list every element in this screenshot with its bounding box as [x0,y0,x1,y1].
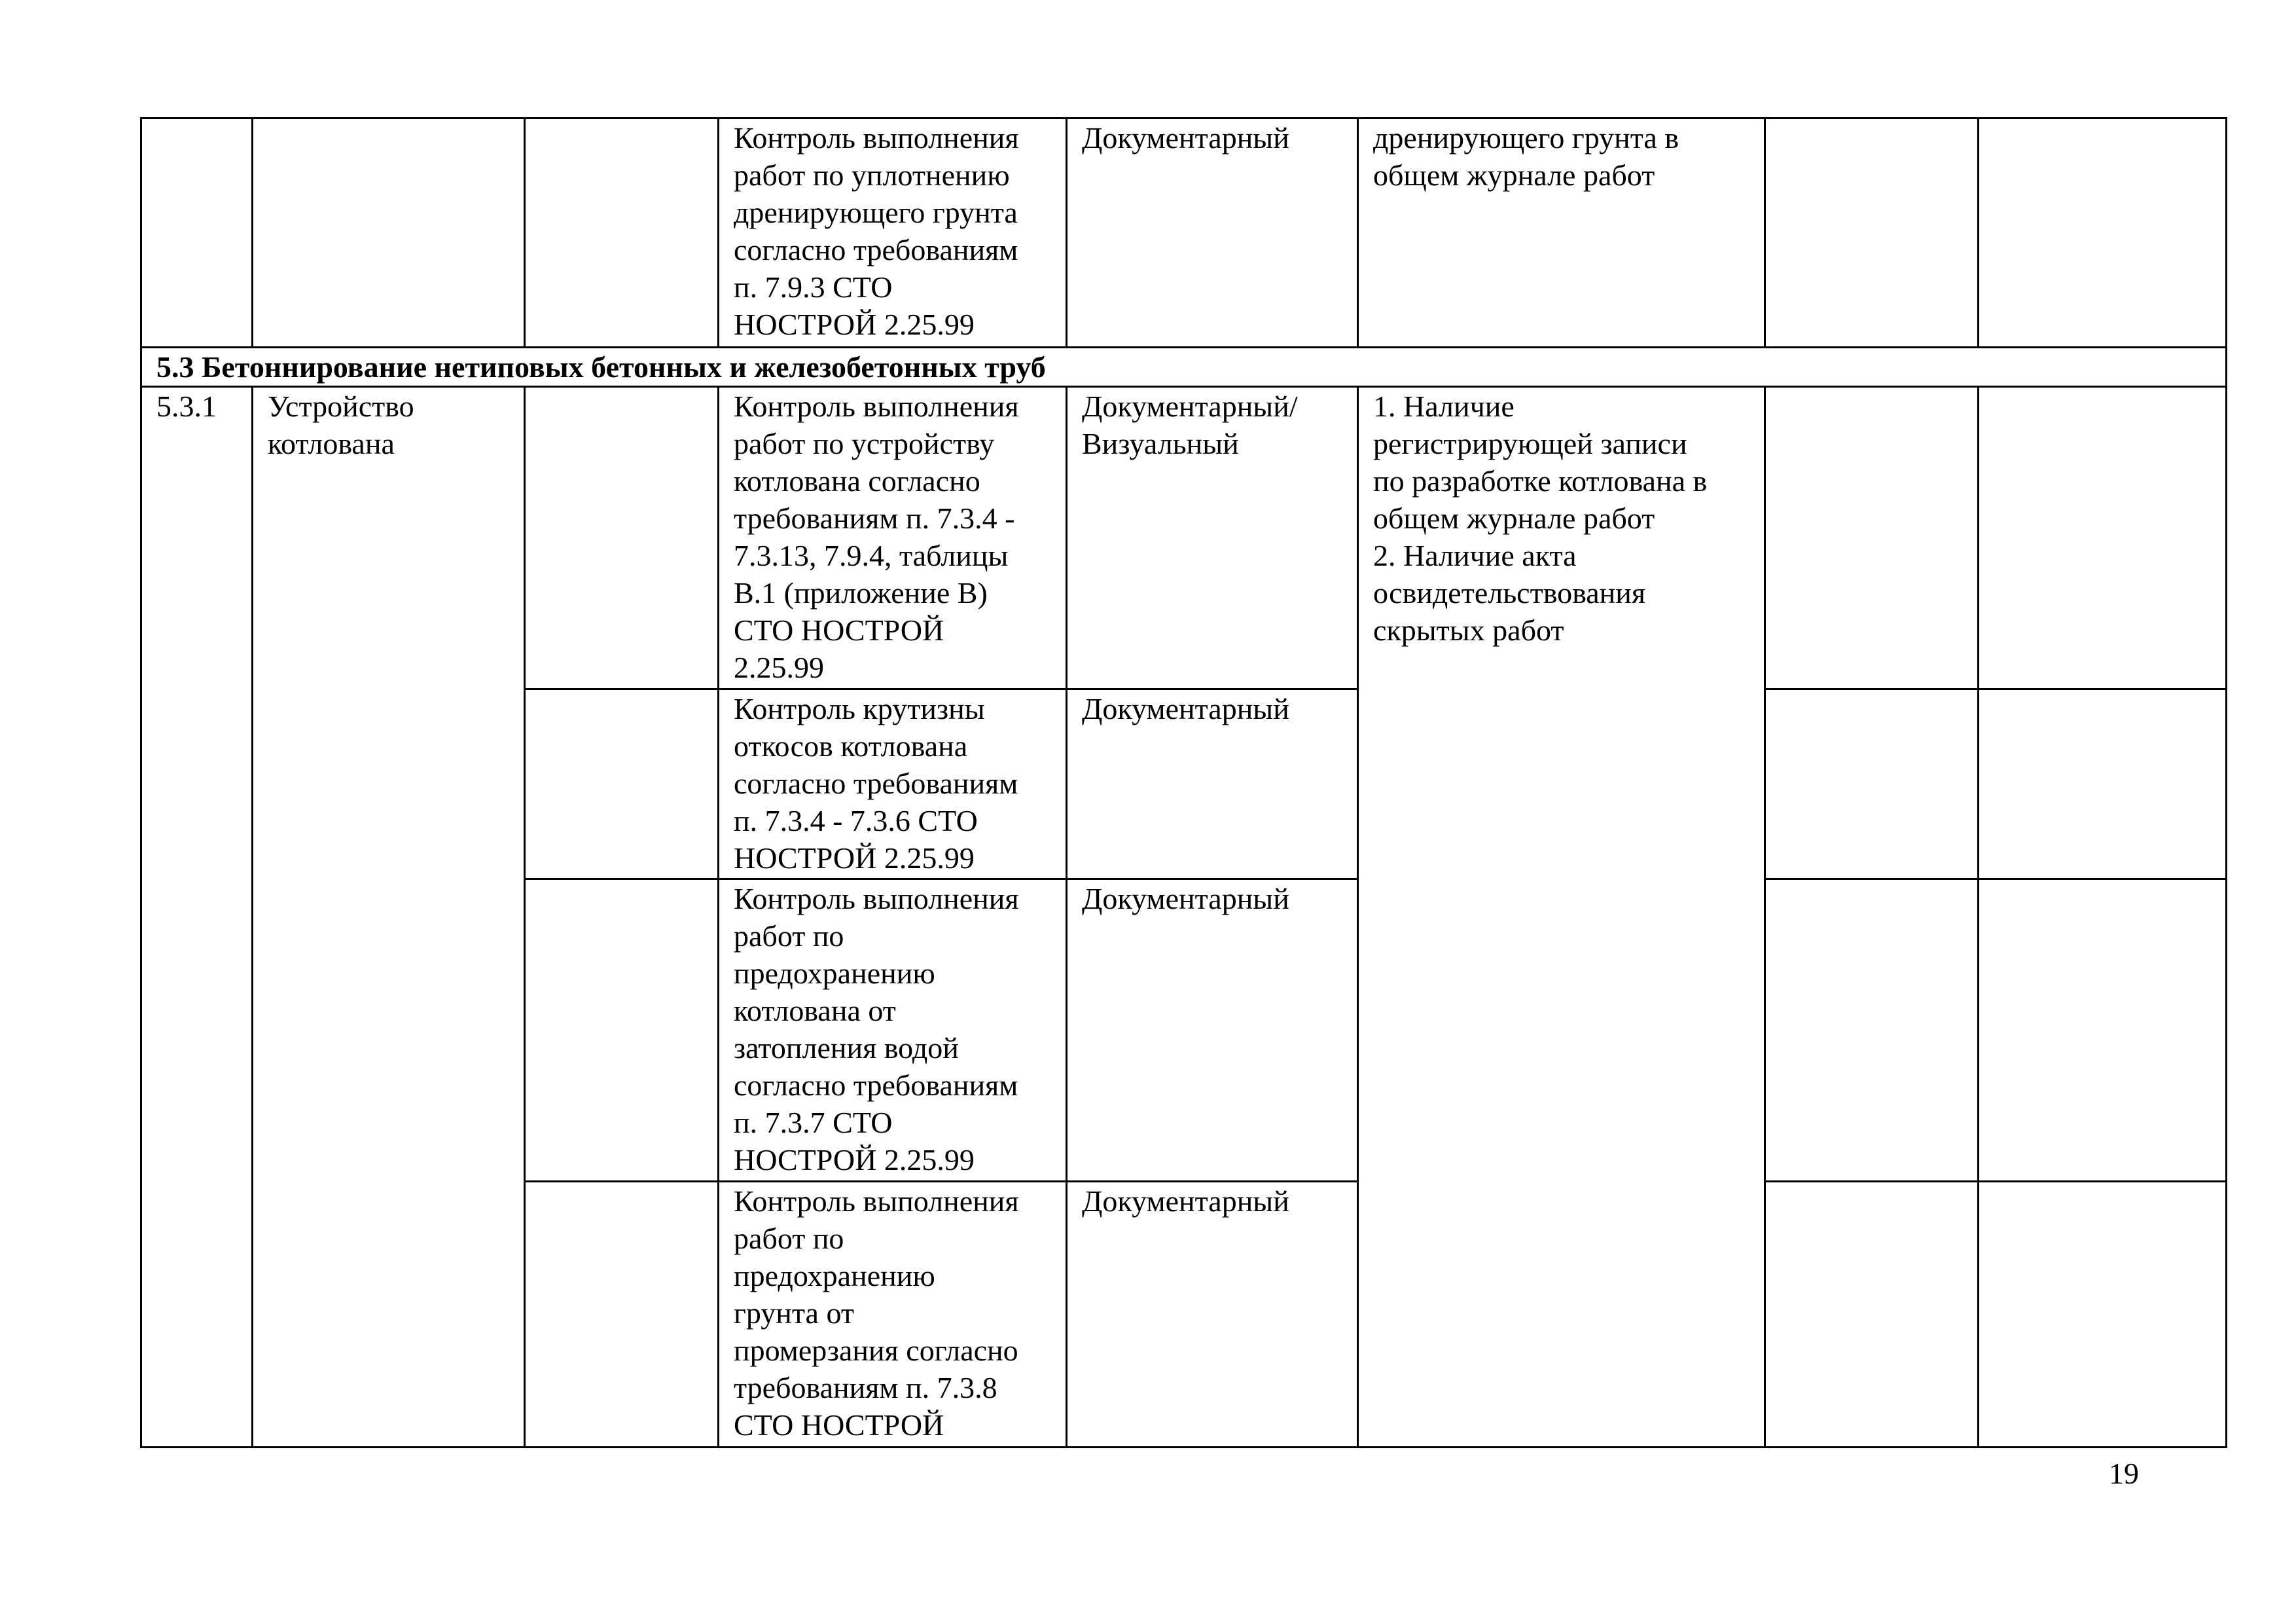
item-result: 1. Наличие регистрирующей записи по разработке котлована в общем журнале работ 2. Наличие акта освидетельствования скрытых работ [1358,387,1765,1448]
cell-control: Контроль выполнения работ по уплотнению дренирующего грунта согласно требованиям п. 7.9.3 СТО НОСТРОЙ 2.25.99 [719,119,1067,348]
cell-method: Документарный [1067,879,1358,1182]
cell-number [141,119,253,348]
cell-method: Документарный [1067,689,1358,879]
cell-name [253,119,525,348]
cell-empty [1979,879,2227,1182]
cell-empty [1979,119,2227,348]
item-name: Устройство котлована [253,387,525,1448]
cell-control: Контроль выполнения работ по предохранению котлована от затопления водой согласно требованиям п. 7.3.7 СТО НОСТРОЙ 2.25.99 [719,879,1067,1182]
cell-empty [1979,1182,2227,1448]
cell-method: Документарный/ Визуальный [1067,387,1358,689]
cell-blank [525,879,719,1182]
cell-control: Контроль выполнения работ по предохранению грунта от промерзания согласно требованиям п. 7.3.8 СТО НОСТРОЙ [719,1182,1067,1448]
cell-empty [1979,387,2227,689]
item-number: 5.3.1 [141,387,253,1448]
inspection-table [140,117,2227,1448]
section-header-row [141,348,2227,387]
cell-method: Документарный [1067,1182,1358,1448]
cell-blank [525,387,719,689]
cell-blank [525,689,719,879]
cell-method: Документарный [1067,119,1358,348]
cell-control: Контроль выполнения работ по устройству котлована согласно требованиям п. 7.3.4 - 7.3.13, 7.9.4, таблицы В.1 (приложение В) СТО НОСТРОЙ 2.25.99 [719,387,1067,689]
cell-blank [525,1182,719,1448]
cell-empty [1765,1182,1979,1448]
cell-result: дренирующего грунта в общем журнале работ [1358,119,1765,348]
cell-empty [1765,689,1979,879]
page-number: 19 [2109,1457,2139,1490]
table-row [141,387,2227,689]
section-header: 5.3 Бетоннирование нетиповых бетонных и железобетонных труб [141,348,2227,387]
cell-control: Контроль крутизны откосов котлована согласно требованиям п. 7.3.4 - 7.3.6 СТО НОСТРОЙ 2.25.99 [719,689,1067,879]
cell-empty [1765,879,1979,1182]
cell-empty [1979,689,2227,879]
cell-empty [1765,119,1979,348]
table-row-continuation [141,119,2227,348]
cell-empty [1765,387,1979,689]
cell-blank [525,119,719,348]
